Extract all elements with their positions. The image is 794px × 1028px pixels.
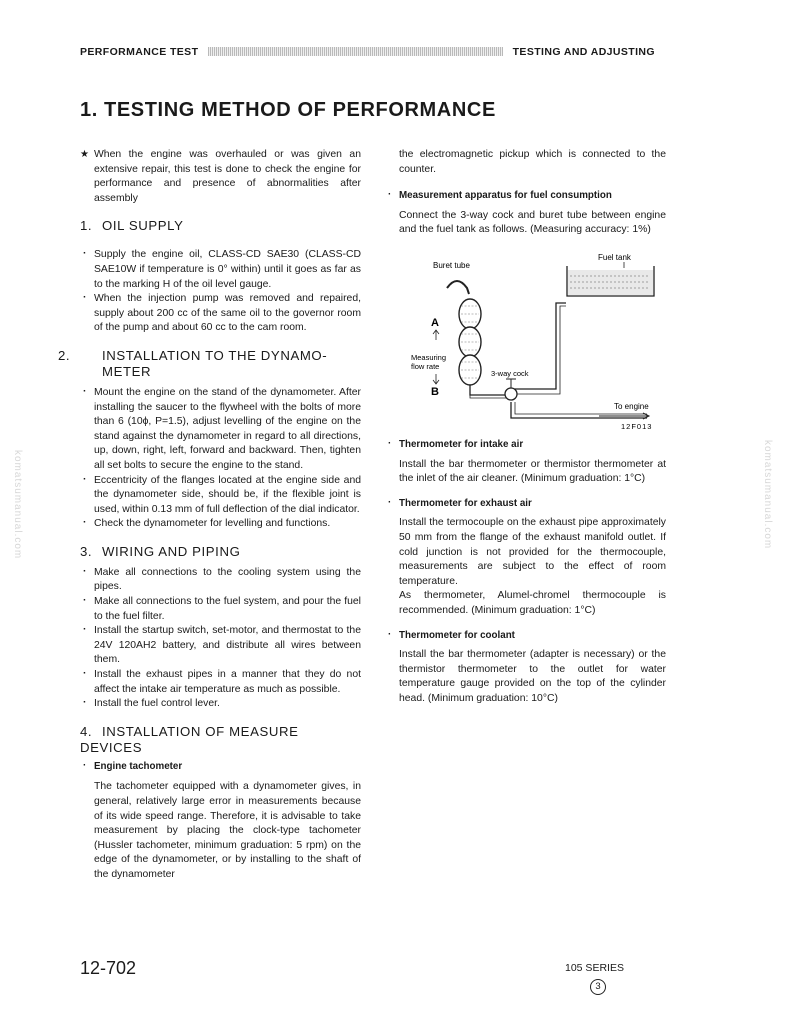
section-number: 1. xyxy=(80,218,93,234)
buret-tube-label: Buret tube xyxy=(433,260,470,270)
bullet-icon: · xyxy=(388,496,392,508)
list-item: · Supply the engine oil, CLASS-CD SAE30 (CLASS-CD SAE10W if temperature is 0° within) until it goes as far as to the marking H of the oil level gauge. xyxy=(80,248,361,292)
intro-note xyxy=(80,148,361,206)
fuel-measurement-diagram xyxy=(399,246,669,431)
section-4-heading xyxy=(80,724,361,756)
fuel-text: Connect the 3-way cock and buret tube between engine and the fuel tank as follows. (Measuring accuracy: 1%) xyxy=(399,209,666,236)
tachometer-subheading xyxy=(80,760,361,775)
section-number: 2. xyxy=(58,347,71,363)
bullet-icon: · xyxy=(388,628,392,640)
tachometer-text: The tachometer equipped with a dynamometer gives, in general, relatively large error in measurements because of its wide speed range. Therefore, it is advisable to take measurement by placing the clock-type tachometer (Hussler tachometer, minimum graduation: 5 rpm) on the edge of the dynamometer, or by installing to the shaft of the dynamometer xyxy=(94,781,361,880)
diagram-svg xyxy=(399,246,669,431)
series-label: 105 SERIES xyxy=(565,962,624,974)
fuel-tank-label: Fuel tank xyxy=(598,252,631,262)
subheading-text: Thermometer for exhaust air xyxy=(399,497,532,509)
page-number: 12-702 xyxy=(80,958,137,978)
subheading-text: Engine tachometer xyxy=(94,760,183,772)
section-2-heading xyxy=(58,347,361,380)
intake-text: Install the bar thermometer or thermistor thermometer at the inlet of the air cleaner. (Minimum graduation: 1°C) xyxy=(399,458,666,485)
section-title: WIRING AND PIPING xyxy=(102,543,241,559)
fuel-tank xyxy=(567,266,654,296)
coolant-text: Install the bar thermometer (adapter is necessary) or the thermistor thermometer to the outlet for water temperature gauge provided on the top of the cylinder head. (Minimum graduation: 10°C) xyxy=(399,649,666,704)
section-1-heading xyxy=(80,218,361,234)
cock-label: 3-way cock xyxy=(491,368,529,378)
star-icon: ★ xyxy=(80,149,89,160)
header-left: PERFORMANCE TEST xyxy=(80,46,199,58)
section-title: OIL SUPPLY xyxy=(102,218,184,234)
measuring-label: Measuring xyxy=(411,352,447,362)
section-3-heading xyxy=(80,544,361,560)
list-item: · Install the exhaust pipes in a manner that they do not affect the intake air temperature as much as possible. xyxy=(80,668,361,697)
right-column xyxy=(385,148,666,706)
running-header xyxy=(80,44,655,60)
section-1-list xyxy=(80,248,361,336)
section-3-list xyxy=(80,566,361,712)
header-right: TESTING AND ADJUSTING xyxy=(512,46,655,58)
subheading-text: Measurement apparatus for fuel consumption xyxy=(399,190,612,202)
page-title: 1. TESTING METHOD OF PERFORMANCE xyxy=(80,99,496,121)
fuel-subheading xyxy=(385,189,666,204)
section-title: INSTALLATION OF MEASURE DEVICES xyxy=(80,723,299,755)
section-number: 4. xyxy=(80,723,93,739)
list-item: · Mount the engine on the stand of the dynamometer. After installing the saucer to the flywheel with the bolts of more than 6 (10ϕ, P=1.5), adjust levelling of the engine on the stand against the dynamometer in regard to all directions, up, down, right, left, forward and backward. Then, tighten all set bolts to secure the engine to the stand. xyxy=(80,386,361,474)
list-item: · Make all connections to the fuel system, and pour the fuel to the fuel filter. xyxy=(80,595,361,624)
intake-subheading xyxy=(385,438,666,453)
subheading-text: Thermometer for intake air xyxy=(399,438,524,450)
list-item: · Eccentricity of the flanges located at the engine side and the dynamometer side, should be, if the flexible joint is used, within 0.13 mm of full deflection of the dial indicator. xyxy=(80,474,361,518)
continuation-text: the electromagnetic pickup which is connected to the counter. xyxy=(399,149,666,175)
buret-tube xyxy=(447,281,481,385)
bullet-icon: · xyxy=(388,189,392,201)
section-number: 3. xyxy=(80,543,93,559)
list-item: · Install the startup switch, set-motor, and thermostat to the 24V 120AH2 battery, and distribute all wires between them. xyxy=(80,624,361,668)
fuel-pipes xyxy=(470,303,647,418)
list-item: · Make all connections to the cooling system using the pipes. xyxy=(80,566,361,595)
flow-rate-label: flow rate xyxy=(411,361,440,371)
intro-text: When the engine was overhauled or was given an extensive repair, this test is done to check the engine for performance and presence of abnormalities after assembly xyxy=(94,149,361,204)
section-title: INSTALLATION TO THE DYNAMO-METER xyxy=(102,347,328,379)
exhaust-text-2: As thermometer, Alumel-chromel thermocouple is recommended. (Minimum graduation: 1°C) xyxy=(399,590,666,616)
figure-code: 12F013 xyxy=(621,421,653,431)
three-way-cock xyxy=(505,379,517,400)
exhaust-subheading xyxy=(385,497,666,512)
exhaust-text: Install the termocouple on the exhaust pipe approximately 50 mm from the flange of the exhaust manifold outlet. If cold junction is not provided for the thermocouple, measurements are subject to the effect of room temperature. xyxy=(399,517,666,587)
point-a-label: A xyxy=(431,316,439,329)
bullet-icon: · xyxy=(388,437,392,449)
header-rule xyxy=(208,47,503,56)
list-item: · Install the fuel control lever. xyxy=(80,697,361,712)
revision-mark: 3 xyxy=(590,979,606,995)
coolant-subheading xyxy=(385,629,666,644)
watermark-right: komatsumanual.com xyxy=(762,440,773,550)
section-2-list xyxy=(80,386,361,532)
list-item: · When the injection pump was removed and repaired, supply about 200 cc of the same oil to the governor room of the pump and about 60 cc to the cam room. xyxy=(80,292,361,336)
subheading-text: Thermometer for coolant xyxy=(399,629,515,641)
left-column xyxy=(58,148,361,883)
list-item: · Check the dynamometer for levelling and functions. xyxy=(80,517,361,532)
bullet-icon: · xyxy=(83,759,87,771)
to-engine-label: To engine xyxy=(614,401,649,411)
point-b-label: B xyxy=(431,385,439,398)
watermark-left: komatsumanual.com xyxy=(12,450,23,560)
